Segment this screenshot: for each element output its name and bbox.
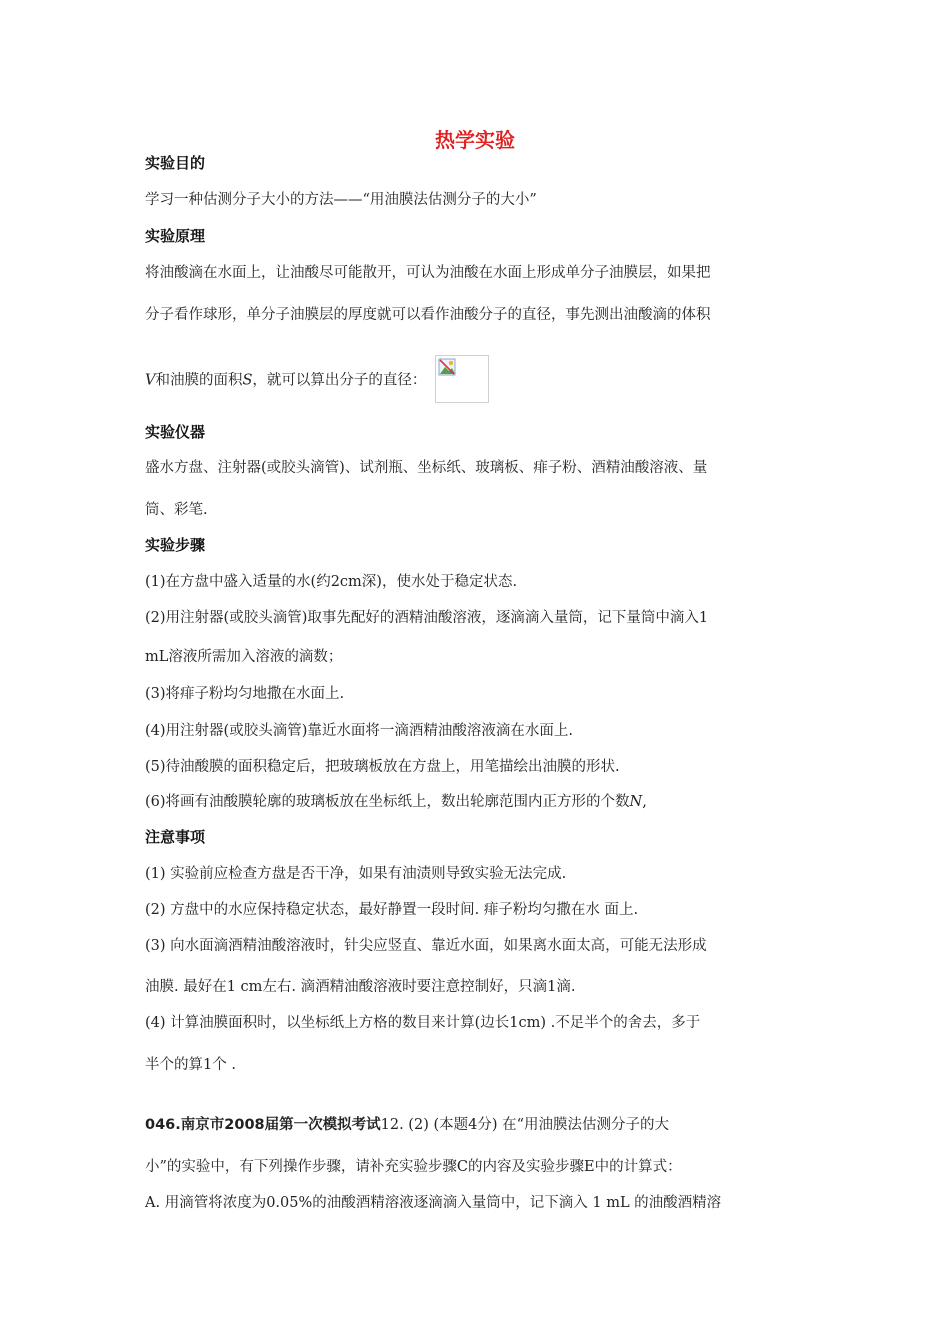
note-3-line-2: 油膜. 最好在1 cm左右. 滴酒精油酸溶液时要注意控制好，只滴1滴. <box>145 979 576 995</box>
step-5: (5)待油酸膜的面积稳定后，把玻璃板放在方盘上，用笔描绘出油膜的形状. <box>145 759 620 775</box>
step-1: (1)在方盘中盛入适量的水(约2cm深)，使水处于稳定状态. <box>145 574 518 590</box>
heading-purpose: 实验目的 <box>145 154 206 172</box>
page-title: 热学实验 <box>435 128 515 152</box>
exam-question-line-3: A. 用滴管将浓度为0.05%的油酸酒精溶液逐滴滴入量筒中，记下滴入 1 mL 的油酸酒精溶 <box>145 1195 722 1211</box>
formula-image <box>435 355 489 403</box>
note-2: (2) 方盘中的水应保持稳定状态，最好静置一段时间. 痱子粉均匀撒在水 面上. <box>145 902 639 918</box>
symbol-n: N <box>629 794 643 810</box>
step-2-line-2: mL溶液所需加入溶液的滴数； <box>145 649 343 665</box>
broken-image-icon <box>438 358 456 376</box>
note-4-line-2: 半个的算1个 . <box>145 1057 236 1073</box>
exam-question-text-1: 12. (2) (本题4分) 在“用油膜法估测分子的大 <box>380 1117 670 1133</box>
heading-steps: 实验步骤 <box>145 536 206 554</box>
heading-apparatus: 实验仪器 <box>145 423 206 441</box>
exam-question-line-1 <box>145 1113 669 1134</box>
note-1: (1) 实验前应检查方盘是否干净，如果有油渍则导致实验无法完成. <box>145 866 567 882</box>
apparatus-line-2: 筒、彩笔. <box>145 502 208 518</box>
symbol-s: S <box>242 372 253 389</box>
step-3: (3)将痱子粉均匀地撒在水面上. <box>145 686 345 702</box>
note-4-line-1: (4) 计算油膜面积时，以坐标纸上方格的数目来计算(边长1cm) .不足半个的舍去，多于 <box>145 1015 701 1031</box>
heading-notes: 注意事项 <box>145 828 206 846</box>
step-2-line-1: (2)用注射器(或胶头滴管)取事先配好的酒精油酸溶液，逐滴滴入量筒，记下量筒中滴入1 <box>145 610 709 626</box>
symbol-v: V <box>145 372 156 389</box>
exam-source: 046.南京市2008届第一次模拟考试 <box>145 1117 381 1133</box>
principle-line-1: 将油酸滴在水面上，让油酸尽可能散开，可认为油酸在水面上形成单分子油膜层，如果把 <box>145 265 711 281</box>
step-4: (4)用注射器(或胶头滴管)靠近水面将一滴酒精油酸溶液滴在水面上. <box>145 723 573 739</box>
step-6 <box>145 790 647 811</box>
principle-line-3-a: 和油膜的面积 <box>155 372 243 389</box>
purpose-text: 学习一种估测分子大小的方法——“用油膜法估测分子的大小” <box>145 192 537 208</box>
exam-question-line-2: 小”的实验中，有下列操作步骤，请补充实验步骤C的内容及实验步骤E中的计算式： <box>145 1159 682 1175</box>
heading-principle: 实验原理 <box>145 227 206 245</box>
principle-line-3-b: ，就可以算出分子的直径： <box>252 372 427 389</box>
step-6-comma: , <box>642 794 647 810</box>
apparatus-line-1: 盛水方盘、注射器(或胶头滴管)、试剂瓶、坐标纸、玻璃板、痱子粉、酒精油酸溶液、量 <box>145 460 708 476</box>
principle-line-2: 分子看作球形，单分子油膜层的厚度就可以看作油酸分子的直径，事先测出油酸滴的体积 <box>145 307 711 323</box>
principle-line-3 <box>145 355 489 403</box>
note-3-line-1: (3) 向水面滴酒精油酸溶液时，针尖应竖直、靠近水面，如果离水面太高，可能无法形成 <box>145 938 707 954</box>
step-6-text: (6)将画有油酸膜轮廓的玻璃板放在坐标纸上，数出轮廓范围内正方形的个数 <box>145 794 630 810</box>
